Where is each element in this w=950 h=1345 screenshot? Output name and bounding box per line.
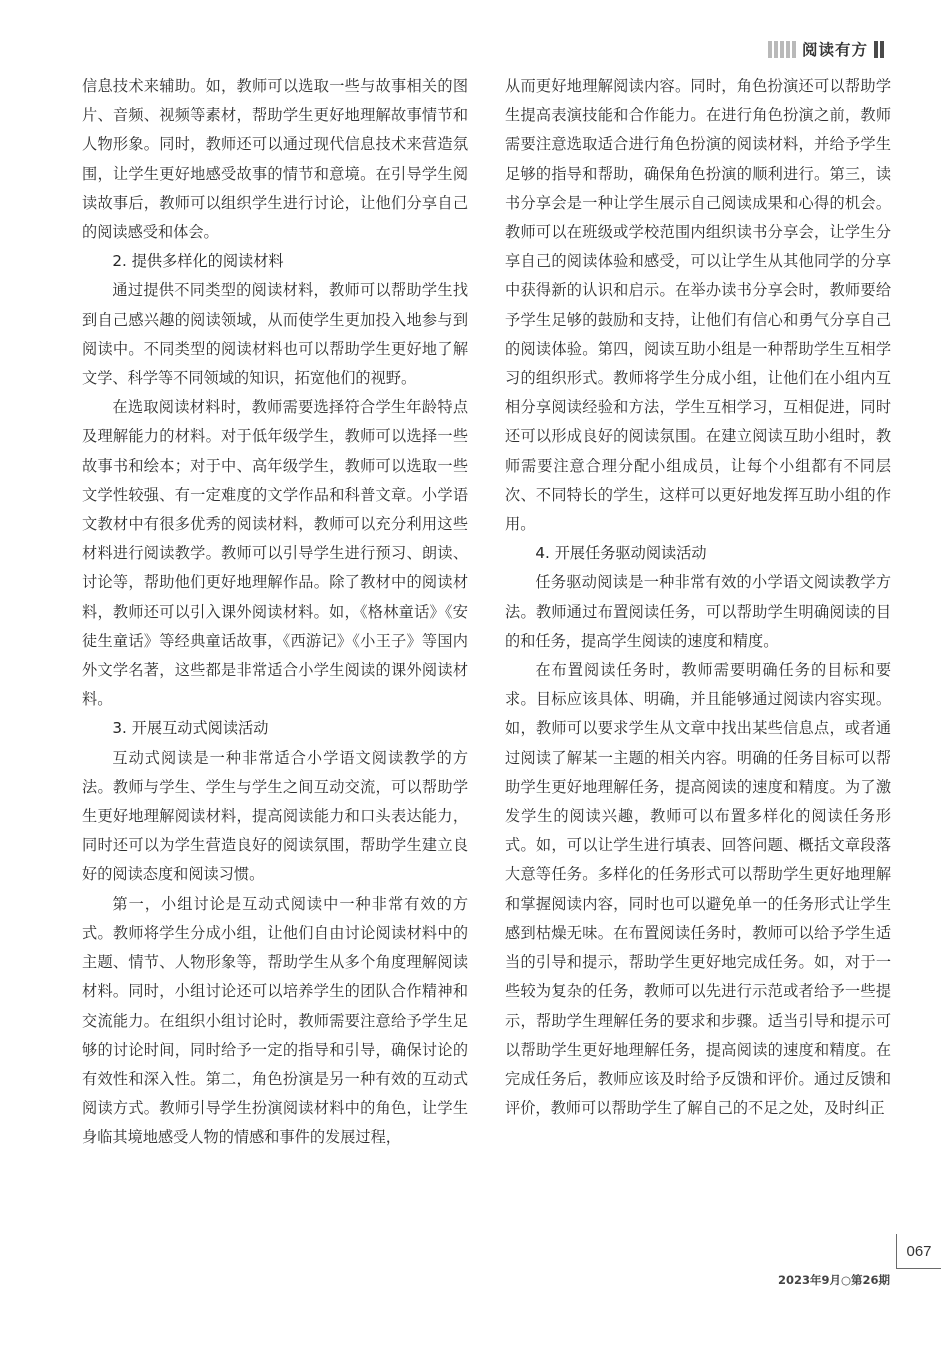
paragraph: 在选取阅读材料时，教师需要选择符合学生年龄特点及理解能力的材料。对于低年级学生，教师可以选择一些故事书和绘本；对于中、高年级学生，教师可以选取一些文学性较强、有一定难度的文学作品和科普文章。小学语文教材中有很多优秀的阅读材料，教师可以充分利用这些材料进行阅读教学。教师可以引导学生进行预习、朗读、讨论等，帮助他们更好地理解作品。除了教材中的阅读材料，教师还可以引入课外阅读材料。如，《格林童话》《安徒生童话》等经典童话故事，《西游记》《小王子》等国内外文学名著，这些都是非常适合小学生阅读的课外阅读材料。 [82, 398, 468, 709]
paragraph: 在布置阅读任务时，教师需要明确任务的目标和要求。目标应该具体、明确，并且能够通过阅读内容实现。如，教师可以要求学生从文章中找出某些信息点，或者通过阅读了解某一主题的相关内容。明确的任务目标可以帮助学生更好地理解任务，提高阅读的速度和精度。为了激发学生的阅读兴趣，教师可以布置多样化的阅读任务形式。如，可以让学生进行填表、回答问题、概括文章段落大意等任务。多样化的任务形式可以帮助学生更好地理解和掌握阅读内容，同时也可以避免单一的任务形式让学生感到枯燥无味。在布置阅读任务时，教师可以给予学生适当的引导和提示，帮助学生更好地完成任务。如，对于一些较为复杂的任务，教师可以先进行示范或者给予一些提示，帮助学生理解任务的要求和步骤。适当引导和提示可以帮助学生更好地理解任务，提高阅读的速度和精度。在完成任务后，教师应该及时给予反馈和评价。通过反馈和评价，教师可以帮助学生了解自己的不足之处，及时纠正 [505, 661, 891, 1118]
section-title: 阅读有方 [801, 41, 868, 59]
subsection-heading: 2. 提供多样化的阅读材料 [112, 252, 284, 271]
paragraph: 从而更好地理解阅读内容。同时，角色扮演还可以帮助学生提高表演技能和合作能力。在进行角色扮演之前，教师需要注意选取适合进行角色扮演的阅读材料，并给予学生足够的指导和帮助，确保角色扮演的顺利进行。第三，读书分享会是一种让学生展示自己阅读成果和心得的机会。教师可以在班级或学校范围内组织读书分享会，让学生分享自己的阅读体验和感受，可以让学生从其他同学的分享中获得新的认识和启示。在举办读书分享会时，教师要给予学生足够的鼓励和支持，让他们有信心和勇气分享自己的阅读体验。第四，阅读互助小组是一种帮助学生互相学习的组织形式。教师将学生分成小组，让他们在小组内互相分享阅读经验和方法，学生互相学习，互相促进，同时还可以形成良好的阅读氛围。在建立阅读互助小组时，教师需要注意合理分配小组成员，让每个小组都有不同层次、不同特长的学生，这样可以更好地发挥互助小组的作用。 [505, 77, 891, 534]
subsection-heading: 3. 开展互动式阅读活动 [112, 719, 269, 738]
header-decoration-right [874, 41, 884, 58]
subsection-heading: 4. 开展任务驱动阅读活动 [535, 544, 707, 563]
header-decoration-left [768, 41, 796, 58]
issue-info: 2023年9月○第26期 [777, 1273, 890, 1287]
paragraph: 通过提供不同类型的阅读材料，教师可以帮助学生找到自己感兴趣的阅读领域，从而使学生更加投入地参与到阅读中。不同类型的阅读材料也可以帮助学生更好地了解文学、科学等不同领域的知识，拓宽他们的视野。 [82, 281, 468, 388]
paragraph: 互动式阅读是一种非常适合小学语文阅读教学的方法。教师与学生、学生与学生之间互动交流，可以帮助学生更好地理解阅读材料，提高阅读能力和口头表达能力，同时还可以为学生营造良好的阅读氛围，帮助学生建立良好的阅读态度和阅读习惯。 [82, 748, 468, 884]
left-column [82, 72, 468, 1153]
paragraph: 信息技术来辅助。如，教师可以选取一些与故事相关的图片、音频、视频等素材，帮助学生更好地理解故事情节和人物形象。同时，教师还可以通过现代信息技术来营造氛围，让学生更好地感受故事的情节和意境。在引导学生阅读故事后，教师可以组织学生进行讨论，让他们分享自己的阅读感受和体会。 [82, 77, 468, 242]
paragraph: 任务驱动阅读是一种非常有效的小学语文阅读教学方法。教师通过布置阅读任务，可以帮助学生明确阅读的目的和任务，提高学生阅读的速度和精度。 [505, 573, 891, 650]
page-number: 067 [896, 1234, 941, 1269]
right-column [505, 72, 891, 1123]
paragraph: 第一，小组讨论是互动式阅读中一种非常有效的方式。教师将学生分成小组，让他们自由讨论阅读材料中的主题、情节、人物形象等，帮助学生从多个角度理解阅读材料。同时，小组讨论还可以培养学生的团队合作精神和交流能力。在组织小组讨论时，教师需要注意给予学生足够的讨论时间，同时给予一定的指导和引导，确保讨论的有效性和深入性。第二，角色扮演是另一种有效的互动式阅读方式。教师引导学生扮演阅读材料中的角色，让学生身临其境地感受人物的情感和事件的发展过程， [82, 894, 468, 1147]
running-header [768, 38, 884, 60]
